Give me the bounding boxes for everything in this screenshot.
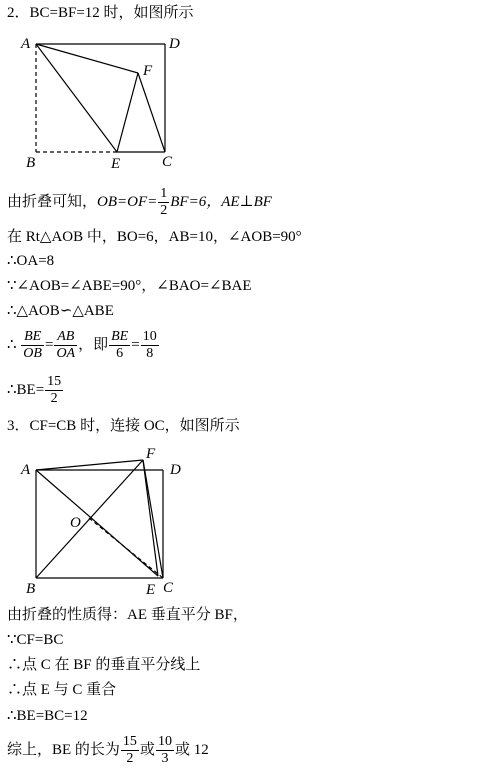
case3-step5: ∴BE=BC=12 bbox=[7, 708, 88, 724]
fraction-be-6: $\frac{BE}{6}$ bbox=[111, 329, 129, 362]
label-d: D bbox=[170, 462, 181, 478]
case2-step3: ∴OA=8 bbox=[7, 253, 55, 269]
label-b: B bbox=[26, 581, 36, 597]
case2-step6: ∴ $\frac{BE}{OB}$ = $\frac{AB}{OA}$ ，即 $\frac{BE}{6}$ = $\frac{10}{8}$ bbox=[7, 329, 157, 362]
fraction-ab-oa: $\frac{AB}{OA}$ bbox=[56, 329, 76, 362]
case2-step4: ∵∠AOB=∠ABE=90°，∠BAO=∠BAE bbox=[7, 278, 252, 294]
label-e: E bbox=[146, 582, 156, 598]
case3-step3: ∴点 C 在 BF 的垂直平分线上 bbox=[7, 657, 201, 673]
label-f: F bbox=[143, 63, 153, 79]
segment-fe bbox=[143, 460, 158, 576]
label-o: O bbox=[70, 515, 81, 531]
segment-af bbox=[36, 460, 143, 470]
label-d: D bbox=[169, 36, 180, 52]
segment-fc bbox=[143, 460, 163, 578]
case2-step5: ∴△AOB∽△ABE bbox=[7, 303, 114, 319]
fraction-10-3: $\frac{10}{3}$ bbox=[157, 734, 172, 767]
case3-step2: ∵CF=BC bbox=[7, 632, 64, 648]
label-a: A bbox=[21, 462, 31, 478]
case2-step7: ∴BE= $\frac{15}{2}$ bbox=[7, 374, 62, 407]
label-f: F bbox=[146, 446, 156, 462]
fraction-15-2: $\frac{15}{2}$ bbox=[47, 374, 62, 407]
fraction-one-half: $\frac{1}{2}$ bbox=[160, 186, 168, 219]
case2-step2: 在 Rt△AOB 中，BO=6，AB=10，∠AOB=90° bbox=[7, 229, 302, 245]
case3-step4: ∴点 E 与 C 重合 bbox=[7, 682, 117, 698]
case2-heading: 2．BC=BF=12 时，如图所示 bbox=[7, 5, 194, 21]
fraction-be-ob: $\frac{BE}{OB}$ bbox=[23, 329, 42, 362]
case3-heading: 3．CF=CB 时，连接 OC，如图所示 bbox=[7, 418, 240, 434]
fold-line-ae bbox=[36, 470, 158, 576]
label-c: C bbox=[162, 154, 173, 170]
fraction-10-8: $\frac{10}{8}$ bbox=[142, 329, 157, 362]
case3-step1: 由折叠的性质得：AE 垂直平分 BF， bbox=[7, 607, 248, 623]
conclusion: 综上，BE 的长为 $\frac{15}{2}$ 或 $\frac{10}{3}$ 或 12 bbox=[7, 734, 209, 767]
label-b: B bbox=[26, 155, 36, 171]
label-a: A bbox=[21, 36, 31, 52]
label-e: E bbox=[111, 156, 121, 172]
label-c: C bbox=[163, 580, 174, 596]
fraction-15-2: $\frac{15}{2}$ bbox=[122, 734, 137, 767]
case2-step1: 由折叠可知，OB=OF= $\frac{1}{2}$ BF=6，AE⊥BF bbox=[7, 186, 272, 219]
